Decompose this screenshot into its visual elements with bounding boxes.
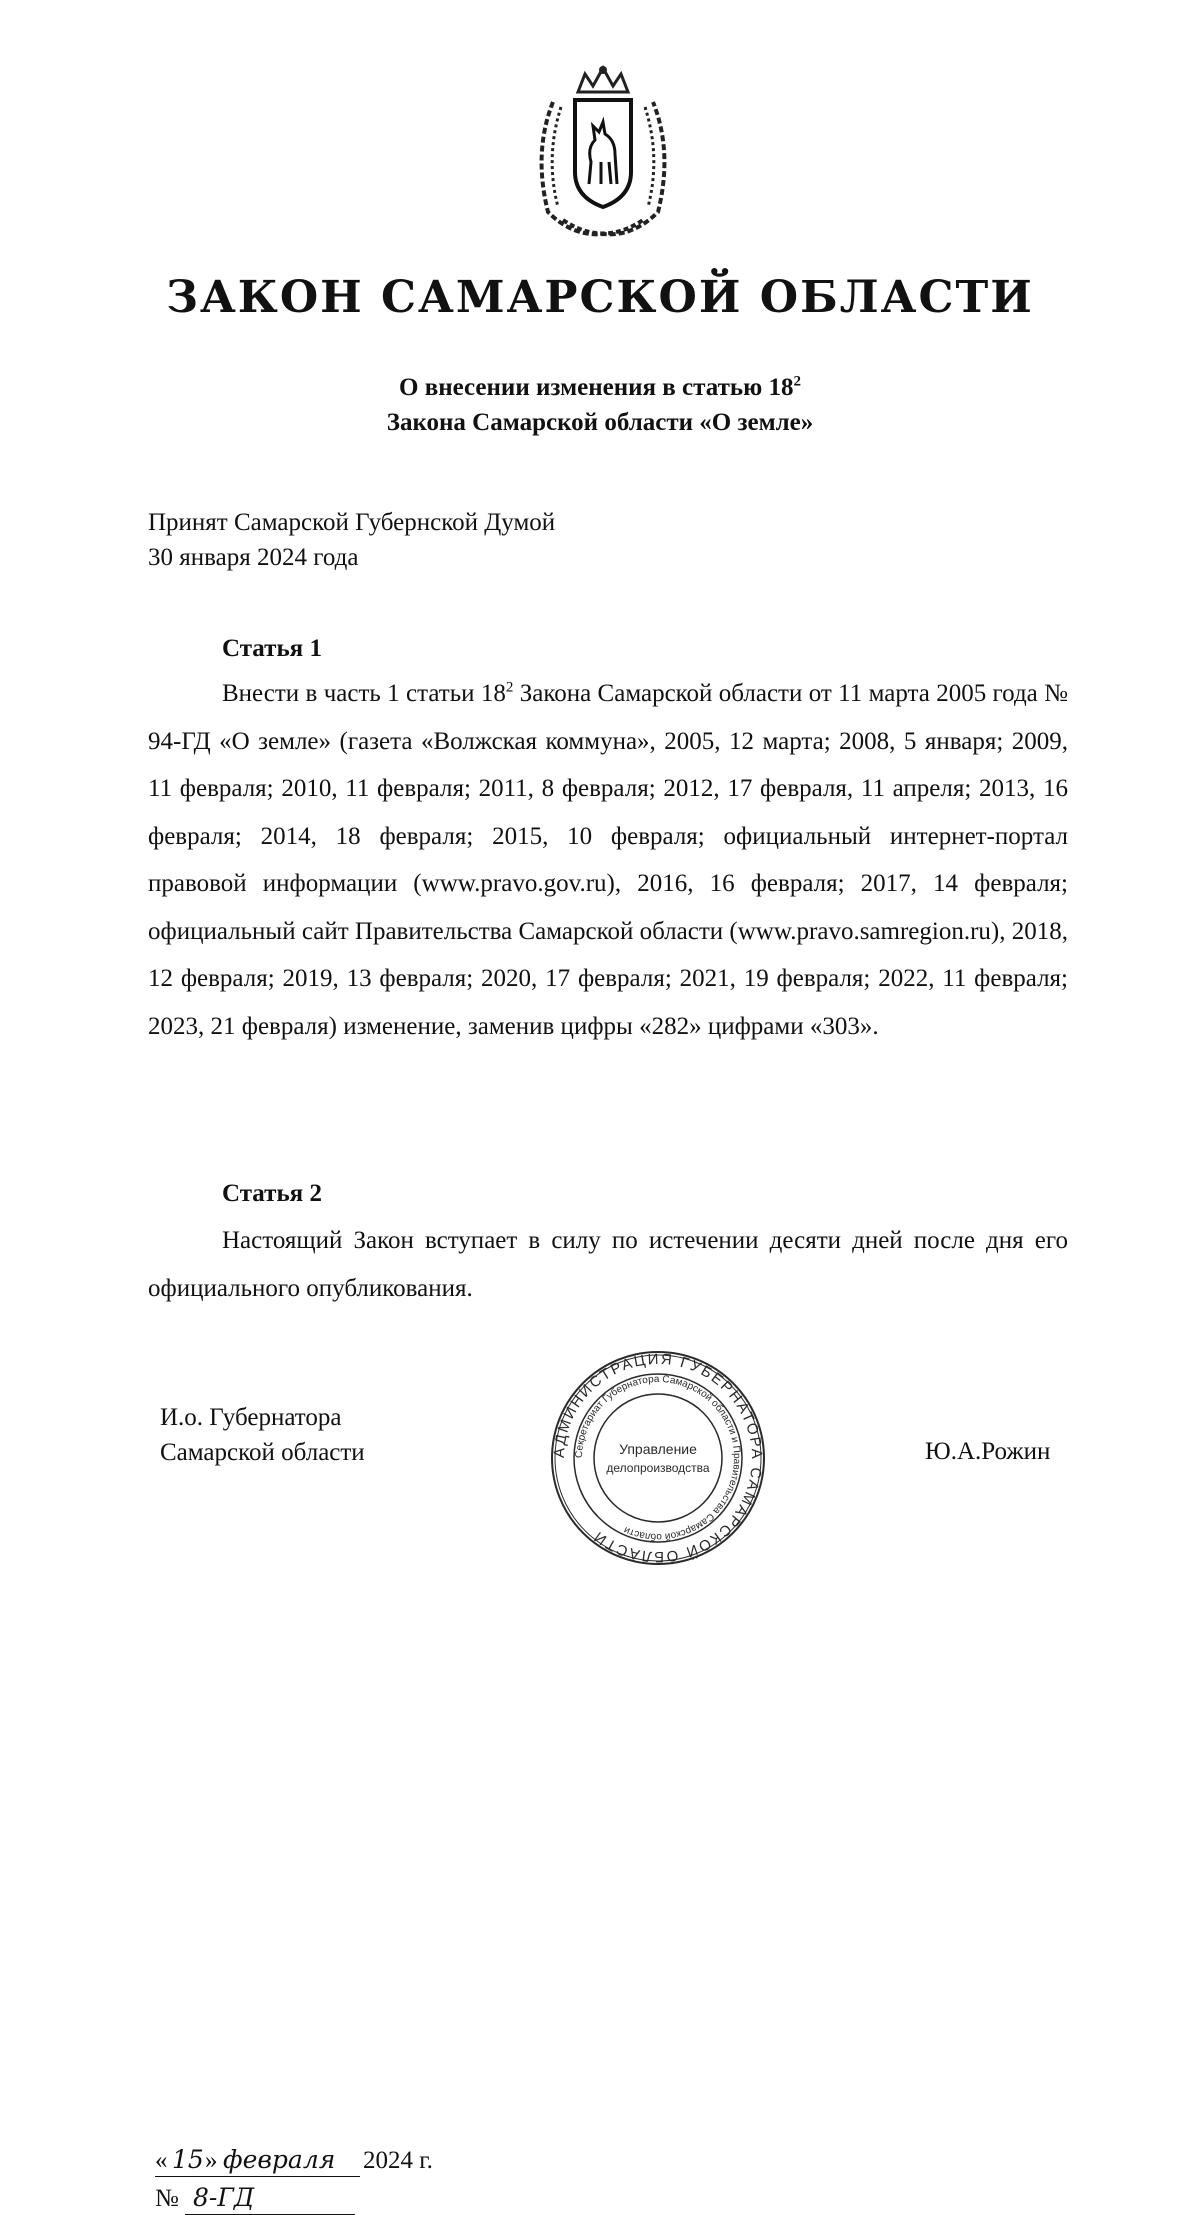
stamp-inner-text: Секретариат Губернатора Самарской области и Правительства Самарской области xyxy=(573,1373,743,1543)
adoption-line2: 30 января 2024 года xyxy=(148,544,359,571)
subtitle-line2: Закона Самарской области «О земле» xyxy=(386,409,814,436)
stamp-outer-text: АДМИНИСТРАЦИЯ ГУБЕРНАТОРА САМАРСКОЙ ОБЛАСТИ xyxy=(550,1350,766,1566)
date-open-quote: « xyxy=(155,2147,168,2174)
article1-body xyxy=(148,670,1068,1050)
article2-body: Настоящий Закон вступает в силу по истечении десяти дней после дня его официального опубликования. xyxy=(148,1227,1068,1302)
document-title: ЗАКОН САМАРСКОЙ ОБЛАСТИ xyxy=(166,272,1034,323)
date-day-handwritten: 15 xyxy=(172,2145,204,2174)
position-line1: И.о. Губернатора xyxy=(160,1404,342,1431)
adoption-note xyxy=(148,505,555,575)
date-close-quote: » xyxy=(205,2147,218,2174)
adoption-line1: Принят Самарской Губернской Думой xyxy=(148,509,556,536)
article1-heading: Статья 1 xyxy=(222,635,322,662)
subtitle-line1: О внесении изменения в статью 18 xyxy=(399,374,794,401)
position-line2: Самарской области xyxy=(160,1439,365,1466)
stamp-center-line2: делопроизводства xyxy=(606,1461,710,1475)
coat-of-arms-icon xyxy=(523,62,683,242)
law-number-handwritten: 8-ГД xyxy=(193,2183,255,2212)
article1-text-rest: Закона Самарской области от 11 марта 2005 года № 94-ГД «О земле» (газета «Волжская коммуна», 2005, 12 марта; 2008, 5 января; 2009, 11 февраля; 2010, 11 февраля; 2011, 8 февраля; 2012, 17 февраля, 11 апреля; 2013, 16 февраля; 2014, 18 февраля; 2015, 10 февраля; официальный интернет-портал правовой информации (www.pravo.gov.ru), 2016, 16 февраля; 2017, 14 февраля; официальный сайт Правительства Самарской области (www.pravo.samregion.ru), 2018, 12 февраля; 2019, 13 февраля; 2020, 17 февраля; 2021, 19 февраля; 2022, 11 февраля; 2023, 21 февраля) изменение, заменив цифры «282» цифрами «303». xyxy=(148,680,1068,1040)
article1-superscript: 2 xyxy=(505,679,514,696)
document-subtitle xyxy=(0,370,1200,440)
subtitle-superscript: 2 xyxy=(793,373,801,390)
date-month-handwritten: февраля xyxy=(223,2145,336,2174)
signatory-name: Ю.А.Рожин xyxy=(925,1438,1051,1465)
date-year: 2024 г. xyxy=(363,2147,433,2174)
official-stamp xyxy=(548,1348,768,1568)
article1-text-start: Внести в часть 1 статьи 18 xyxy=(222,680,506,707)
article2-heading: Статья 2 xyxy=(222,1180,322,1207)
date-underline xyxy=(155,2176,360,2177)
number-label: № xyxy=(155,2185,179,2212)
signatory-position xyxy=(160,1400,365,1470)
stamp-center-line1: Управление xyxy=(619,1441,697,1457)
